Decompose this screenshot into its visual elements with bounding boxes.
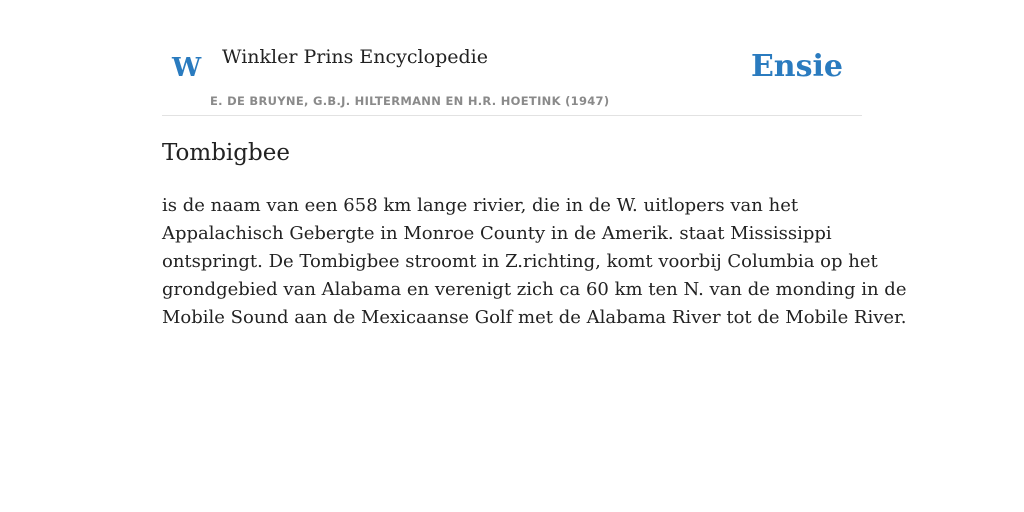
- publication-authors: E. DE BRUYNE, G.B.J. HILTERMANN EN H.R. HOETINK (1947): [210, 94, 610, 108]
- article-body: [162, 192, 907, 332]
- brand-logo[interactable]: Ensie: [750, 49, 843, 84]
- article-body-line: grondgebied van Alabama en verenigt zich ca 60 km ten N. van de monding in de: [162, 279, 907, 300]
- publication-header: [162, 40, 862, 116]
- article-body-line: Appalachisch Gebergte in Monroe County in de Amerik. staat Mississippi: [162, 223, 832, 244]
- publication-title[interactable]: Winkler Prins Encyclopedie: [222, 46, 488, 68]
- article-body-line: Mobile Sound aan de Mexicaanse Golf met de Alabama River tot de Mobile River.: [162, 307, 907, 328]
- article-body-line: is de naam van een 658 km lange rivier, die in de W. uitlopers van het: [162, 195, 799, 216]
- publication-logo[interactable]: W: [172, 53, 202, 83]
- article-title: Tombigbee: [162, 140, 290, 166]
- article-body-line: ontspringt. De Tombigbee stroomt in Z.richting, komt voorbij Columbia op het: [162, 251, 878, 272]
